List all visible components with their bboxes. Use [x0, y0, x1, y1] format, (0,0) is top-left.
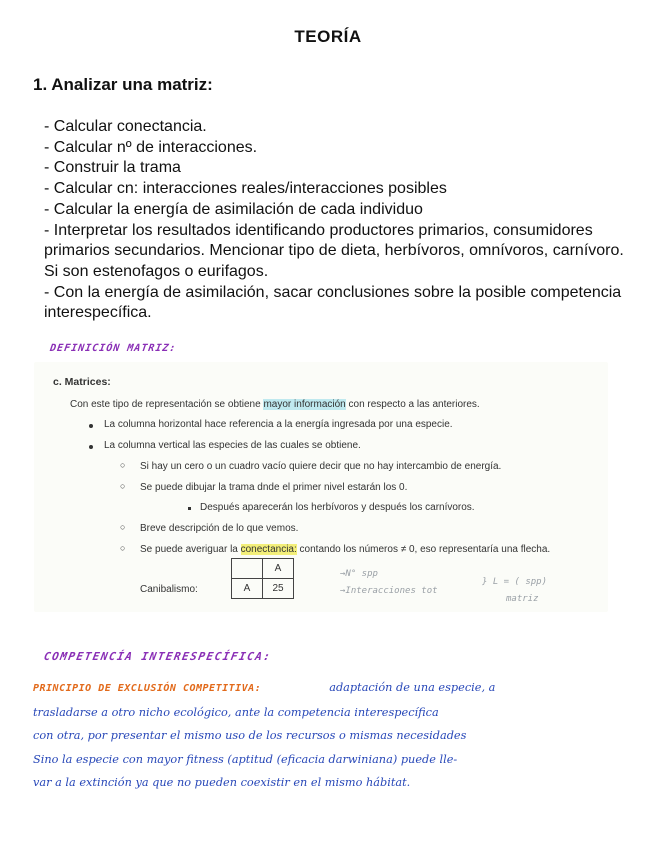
connectance-text-end: contando los números ≠ 0, eso representaría una flecha. — [296, 544, 551, 555]
list-item: - Calcular nº de interacciones. — [44, 138, 258, 156]
excerpt-section-title: c. Matrices: — [53, 376, 111, 388]
circle-bullet-icon: ○ — [120, 543, 126, 553]
list-item: - Con la energía de asimilación, sacar conclusiones sobre la posible competencia interespecífica. — [44, 283, 622, 322]
connectance-highlight: conectancia: — [240, 544, 297, 555]
excerpt-subitem-connectance — [140, 544, 550, 555]
matrix-cell: 25 — [263, 579, 294, 599]
handwritten-paragraph — [33, 676, 623, 795]
handwritten-line — [33, 676, 623, 701]
handwritten-line: con otra, por presentar el mismo uso de los recursos o mismas necesidades — [33, 729, 467, 743]
handwritten-line: Sino la especie con mayor fitness (aptitud (eficacia darwiniana) puede lle- — [33, 752, 458, 766]
handwritten-line: trasladarse a otro nicho ecológico, ante la competencia interespecífica — [33, 705, 439, 719]
task-list — [44, 117, 634, 324]
circle-bullet-icon: ○ — [120, 481, 126, 491]
excerpt-subitem: Breve descripción de lo que vemos. — [140, 523, 299, 534]
handwritten-heading-competition: COMPETENCÍA INTERESPECÍFICA: — [42, 650, 273, 663]
excerpt-bullet: La columna vertical las especies de las cuales se obtiene. — [104, 440, 361, 451]
intro-text-end: con respecto a las anteriores. — [345, 399, 480, 410]
scribble-note: →N° spp — [340, 569, 378, 579]
list-item: - Calcular la energía de asimilación de cada individuo — [44, 200, 423, 218]
canibalism-matrix — [231, 558, 294, 599]
excerpt-bullet: La columna horizontal hace referencia a la energía ingresada por una especie. — [104, 419, 453, 430]
excerpt-intro — [70, 399, 480, 410]
bullet-icon — [89, 445, 93, 449]
list-item: - Interpretar los resultados identificando productores primarios, consumidores primarios secundarios. Mencionar tipo de dieta, herbívoros, omnívoros, carnívoro. Si son estenofagos o eurifagos. — [44, 221, 624, 280]
matrix-cell: A — [232, 579, 263, 599]
section-heading: 1. Analizar una matriz: — [33, 75, 213, 94]
excerpt-subsubitem: Después aparecerán los herbívoros y después los carnívoros. — [200, 502, 475, 513]
excerpt-subitem: Se puede dibujar la trama dnde el primer nivel estarán los 0. — [140, 482, 408, 493]
scribble-note: →Interacciones tot — [340, 586, 438, 596]
handwritten-line: var a la extinción ya que no pueden coexistir en el mismo hábitat. — [33, 776, 411, 790]
list-item: - Calcular cn: interacciones reales/interacciones posibles — [44, 180, 447, 198]
intro-highlight: mayor información — [263, 399, 346, 410]
matrix-cell: A — [263, 559, 294, 579]
handwritten-heading-matrix: DEFINICIÓN MATRIZ: — [49, 343, 178, 354]
bullet-icon — [89, 424, 93, 428]
list-item: - Calcular conectancia. — [44, 118, 207, 135]
handwritten-text: adaptación de una especie, a — [329, 681, 496, 694]
square-bullet-icon — [188, 507, 191, 510]
scribble-note: } L = ( spp) — [482, 577, 548, 587]
connectance-text: Se puede averiguar la — [140, 544, 241, 555]
pasted-excerpt — [34, 362, 608, 612]
excerpt-subitem: Si hay un cero o un cuadro vacío quiere decir que no hay intercambio de energía. — [140, 461, 502, 472]
list-item: - Construir la trama — [44, 159, 181, 177]
canibalism-label: Canibalismo: — [140, 584, 198, 595]
principle-label: PRINCIPIO DE EXCLUSIÓN COMPETITIVA: — [33, 683, 262, 694]
scribble-note: matriz — [506, 594, 539, 604]
matrix-cell — [232, 559, 263, 579]
intro-text: Con este tipo de representación se obtiene — [70, 399, 264, 410]
page-title: TEORÍA — [294, 27, 362, 46]
circle-bullet-icon: ○ — [120, 460, 126, 470]
circle-bullet-icon: ○ — [120, 522, 126, 532]
